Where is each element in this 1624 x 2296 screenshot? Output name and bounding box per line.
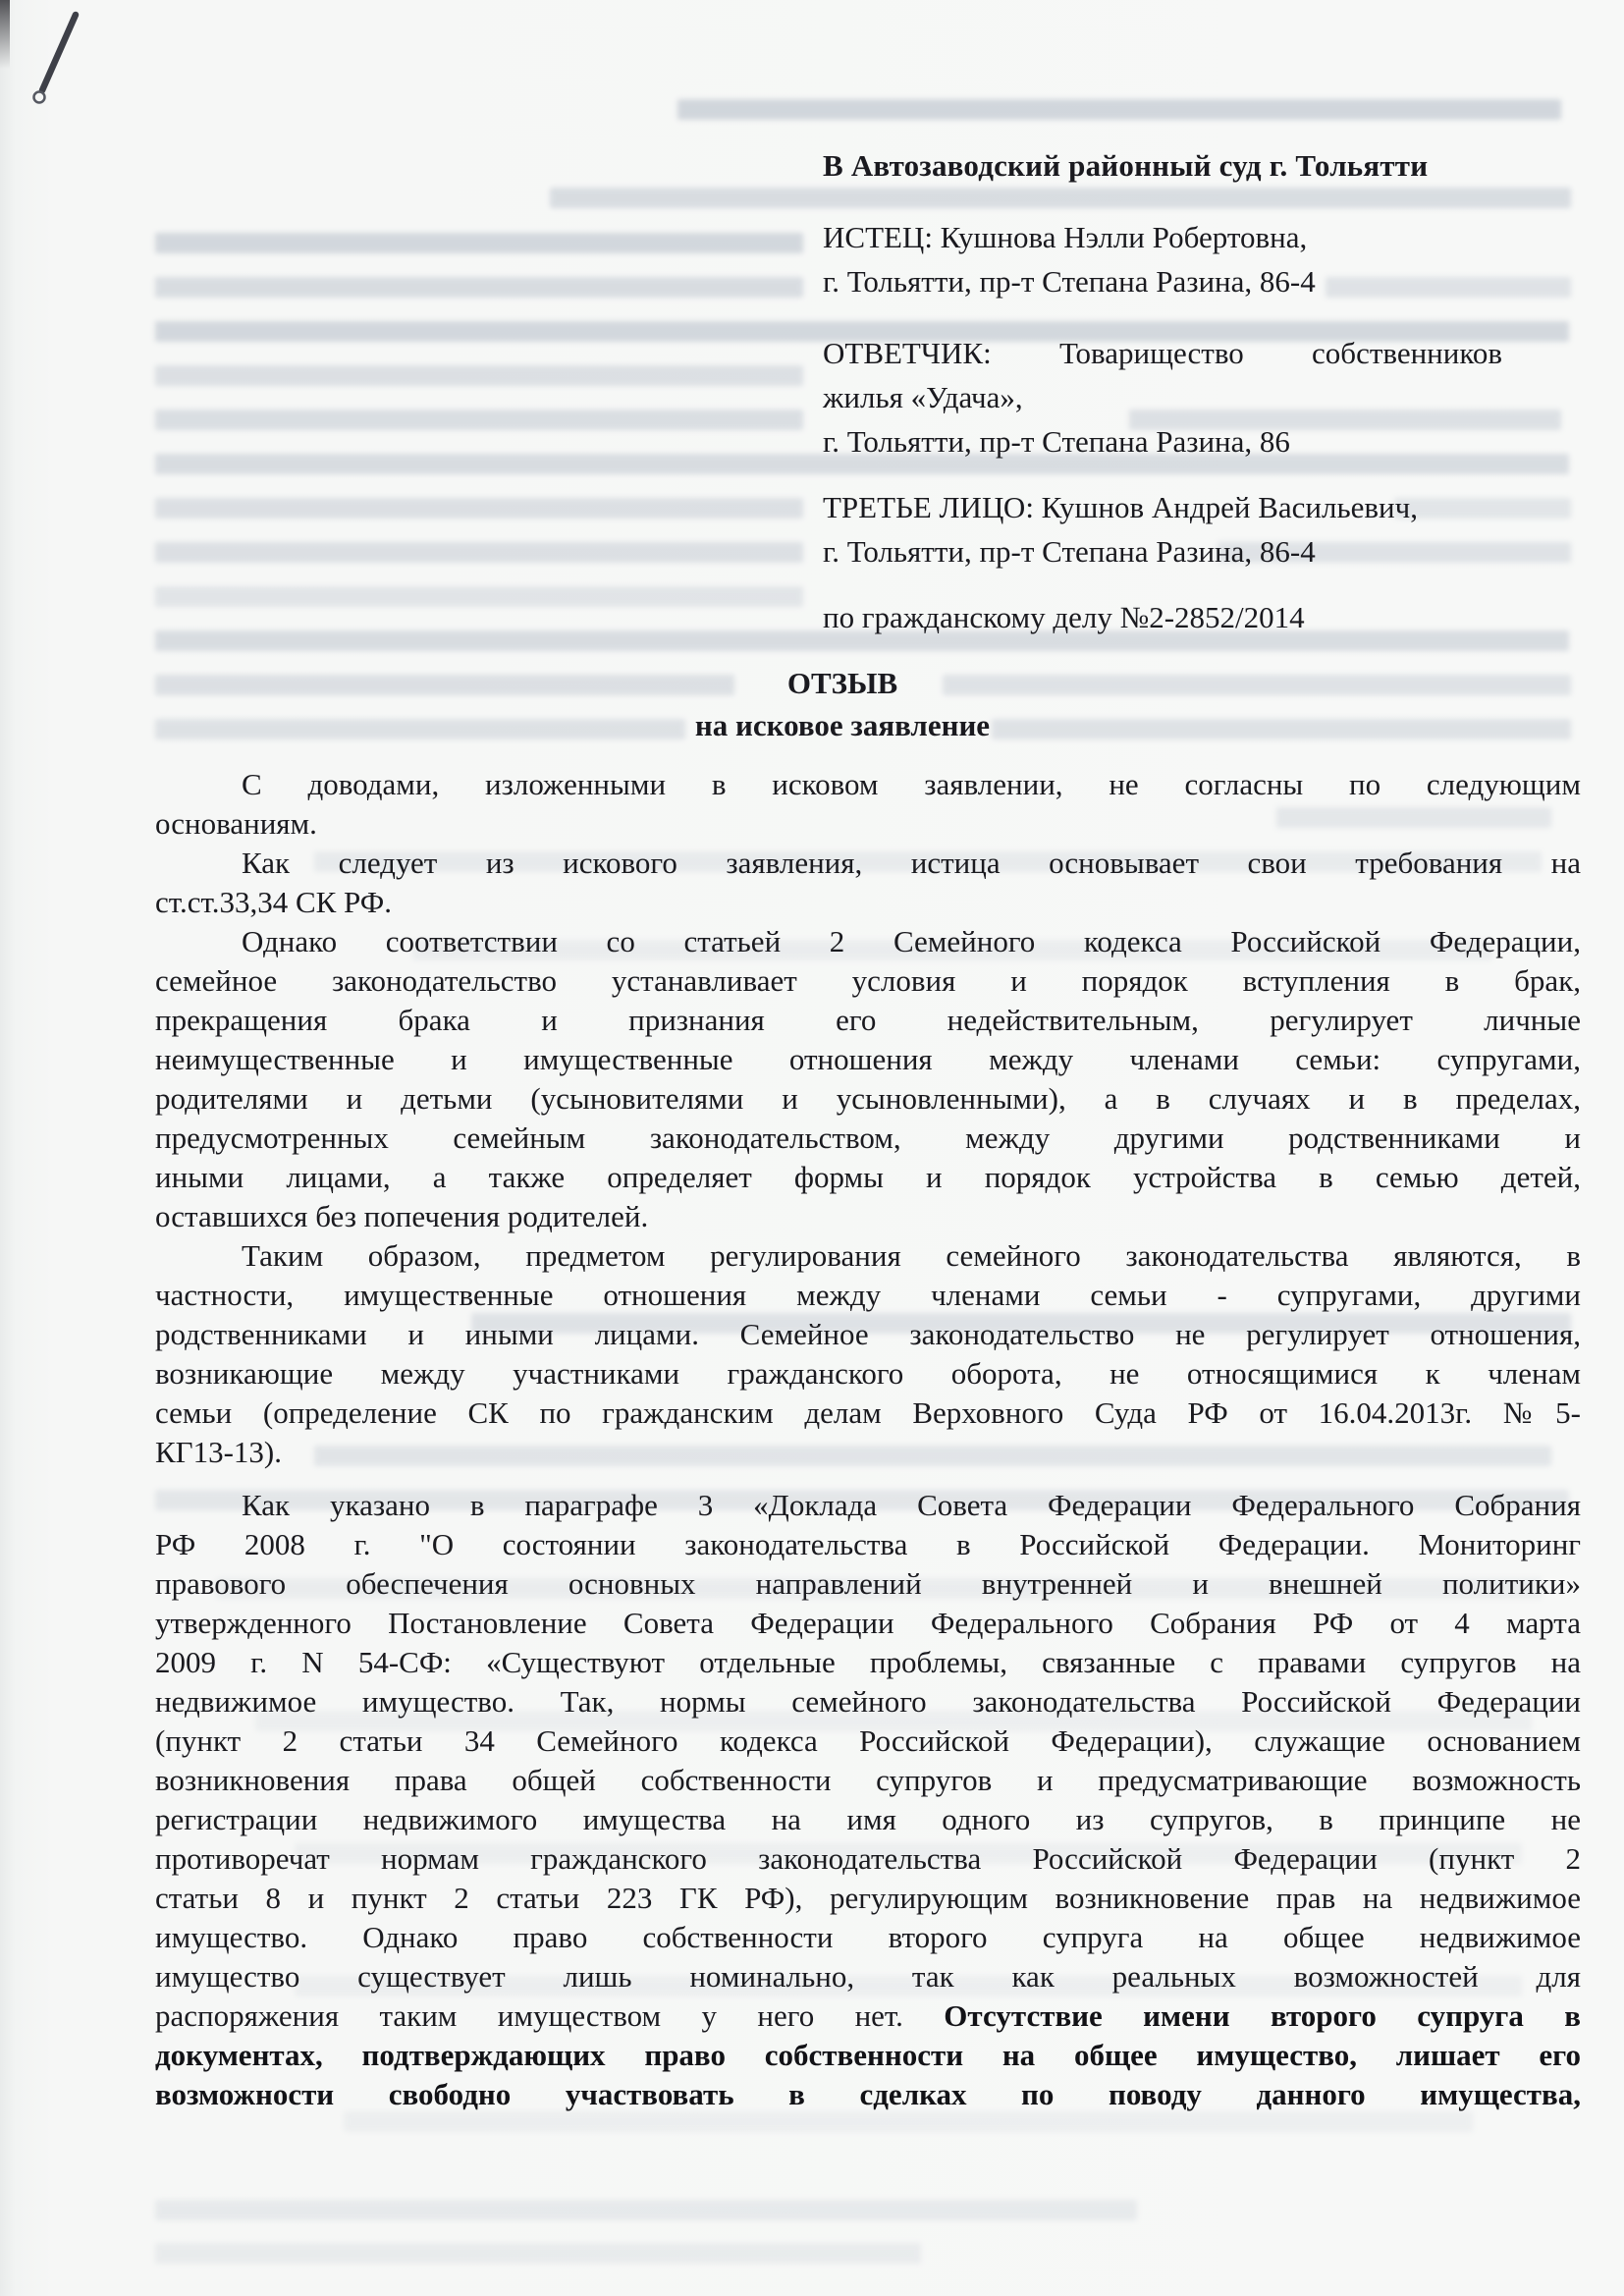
bleedthrough-line: [155, 586, 803, 607]
text-line: [155, 2075, 1581, 2114]
body-paragraph: [155, 844, 1581, 922]
text-segment: распоряжения таким имуществом у него нет.: [155, 1998, 945, 2033]
bleedthrough-line: [155, 2243, 921, 2264]
text-line: прекращения брака и признания его недействительным, регулирует личные: [155, 1003, 1581, 1037]
text-line: 2009 г. N 54-СФ: «Существуют отдельные проблемы, связанные с правами супругов на: [155, 1645, 1581, 1679]
court-header: В Автозаводский районный суд г. Тольятти: [823, 148, 1429, 183]
bold-text-segment: документах, подтверждающих право собственности на общее имущество, лишает его: [155, 2038, 1581, 2072]
bleedthrough-line: [155, 277, 803, 298]
text-line: С доводами, изложенными в исковом заявлении, не согласны по следующим: [242, 767, 1581, 801]
body-paragraph: [155, 1236, 1581, 1472]
text-line: противоречат нормам гражданского законодательства Российской Федерации (пункт 2: [155, 1841, 1581, 1876]
text-line: семьи (определение СК по гражданским делам Верховного Суда РФ от 16.04.2013г. №5-: [155, 1395, 1581, 1430]
body-paragraph: [155, 1486, 1581, 2114]
text-line: Как следует из искового заявления, истица основывает свои требования на: [242, 846, 1581, 880]
defendant-name-line-2: жилья «Удача»,: [823, 380, 1023, 414]
text-line: (пункт 2 статьи 34 Семейного кодекса Российской Федерации), служащие основанием: [155, 1723, 1581, 1758]
text-line: КГ13-13).: [155, 1435, 282, 1469]
text-line: оставшихся без попечения родителей.: [155, 1199, 649, 1233]
text-line: недвижимое имущество. Так, нормы семейного законодательства Российской Федерации: [155, 1684, 1581, 1719]
text-line: Таким образом, предметом регулирования семейного законодательства являются, в: [242, 1238, 1581, 1273]
document-body: [155, 765, 1581, 2114]
plaintiff-address-line: г. Тольятти, пр-т Степана Разина, 86-4: [823, 264, 1316, 299]
bleedthrough-line: [550, 188, 1571, 208]
bleedthrough-line: [155, 542, 803, 563]
text-line: статьи 8 и пункт 2 статьи 223 ГК РФ), регулирующим возникновение прав на недвижимое: [155, 1881, 1581, 1915]
text-line: родителями и детьми (усыновителями и усыновленными), а в случаях и в пределах,: [155, 1081, 1581, 1116]
text-line: утвержденного Постановление Совета Федерации Федерального Собрания РФ от 4 марта: [155, 1606, 1581, 1640]
text-line: возникновения права общей собственности супругов и предусматривающие возможность: [155, 1763, 1581, 1797]
text-line: возникающие между участниками гражданского оборота, не относящимися к членам: [155, 1356, 1581, 1391]
text-line: основаниям.: [155, 806, 317, 841]
bold-text-segment: Отсутствие имени второго супруга в: [944, 1998, 1581, 2033]
third-party-address-line: г. Тольятти, пр-т Степана Разина, 86-4: [823, 534, 1316, 569]
text-line: [155, 2036, 1581, 2075]
body-paragraph: [155, 922, 1581, 1236]
bleedthrough-line: [677, 99, 1561, 120]
defendant-address-line: г. Тольятти, пр-т Степана Разина, 86: [823, 424, 1290, 459]
defendant-word-2: собственников: [1312, 336, 1502, 370]
text-line: правового обеспечения основных направлений внутренней и внешней политики»: [155, 1566, 1581, 1601]
text-line: РФ 2008 г. "О состоянии законодательства в Российской Федерации. Мониторинг: [155, 1527, 1581, 1561]
bleedthrough-line: [155, 233, 803, 253]
bold-text-segment: возможности свободно участвовать в сделках по поводу данного имущества,: [155, 2077, 1581, 2111]
body-paragraph: [155, 765, 1581, 844]
text-line: регистрации недвижимого имущества на имя одного из супругов, в принципе не: [155, 1802, 1581, 1836]
document-subtitle: на исковое заявление: [694, 708, 991, 742]
bleedthrough-line: [344, 2111, 1473, 2132]
bleedthrough-line: [155, 2200, 1137, 2220]
third-party-name-line: ТРЕТЬЕ ЛИЦО: Кушнов Андрей Васильевич,: [823, 490, 1418, 524]
defendant-name-line: [823, 331, 1502, 375]
text-line: родственниками и иными лицами. Семейное законодательство не регулирует отношения,: [155, 1317, 1581, 1351]
bleedthrough-line: [155, 410, 803, 430]
plaintiff-name-line: ИСТЕЦ: Кушнова Нэлли Робертовна,: [823, 220, 1308, 254]
text-line: семейное законодательство устанавливает условия и порядок вступления в брак,: [155, 963, 1581, 998]
document-title: ОТЗЫВ: [786, 666, 898, 700]
defendant-label: ОТВЕТЧИК:: [823, 336, 992, 370]
text-line: имущество. Однако право собственности второго супруга на общее недвижимое: [155, 1920, 1581, 1954]
text-line: ст.ст.33,34 СК РФ.: [155, 885, 393, 919]
bleedthrough-line: [155, 498, 803, 519]
pen-mark: [0, 0, 137, 137]
bleedthrough-line: [155, 365, 803, 386]
text-line: имущество существует лишь номинально, так как реальных возможностей для: [155, 1959, 1581, 1994]
text-line: предусмотренных семейным законодательством, между другими родственниками и: [155, 1121, 1581, 1155]
plaintiff-block: [823, 215, 1502, 303]
third-party-block: [823, 485, 1502, 574]
text-line: Как указано в параграфе 3 «Доклада Совета Федерации Федерального Собрания: [242, 1488, 1581, 1522]
text-line: иными лицами, а также определяет формы и порядок устройства в семью детей,: [155, 1160, 1581, 1194]
defendant-block: [823, 331, 1502, 464]
text-line: Однако соответствии со статьей 2 Семейного кодекса Российской Федерации,: [242, 924, 1581, 958]
case-number-line: по гражданскому делу №2-2852/2014: [823, 600, 1305, 634]
defendant-word-1: Товарищество: [1058, 336, 1244, 370]
text-line: частности, имущественные отношения между членами семьи - супругами, другими: [155, 1278, 1581, 1312]
text-line: неимущественные и имущественные отношения между членами семьи: супругами,: [155, 1042, 1581, 1076]
text-line: [155, 1996, 1581, 2036]
